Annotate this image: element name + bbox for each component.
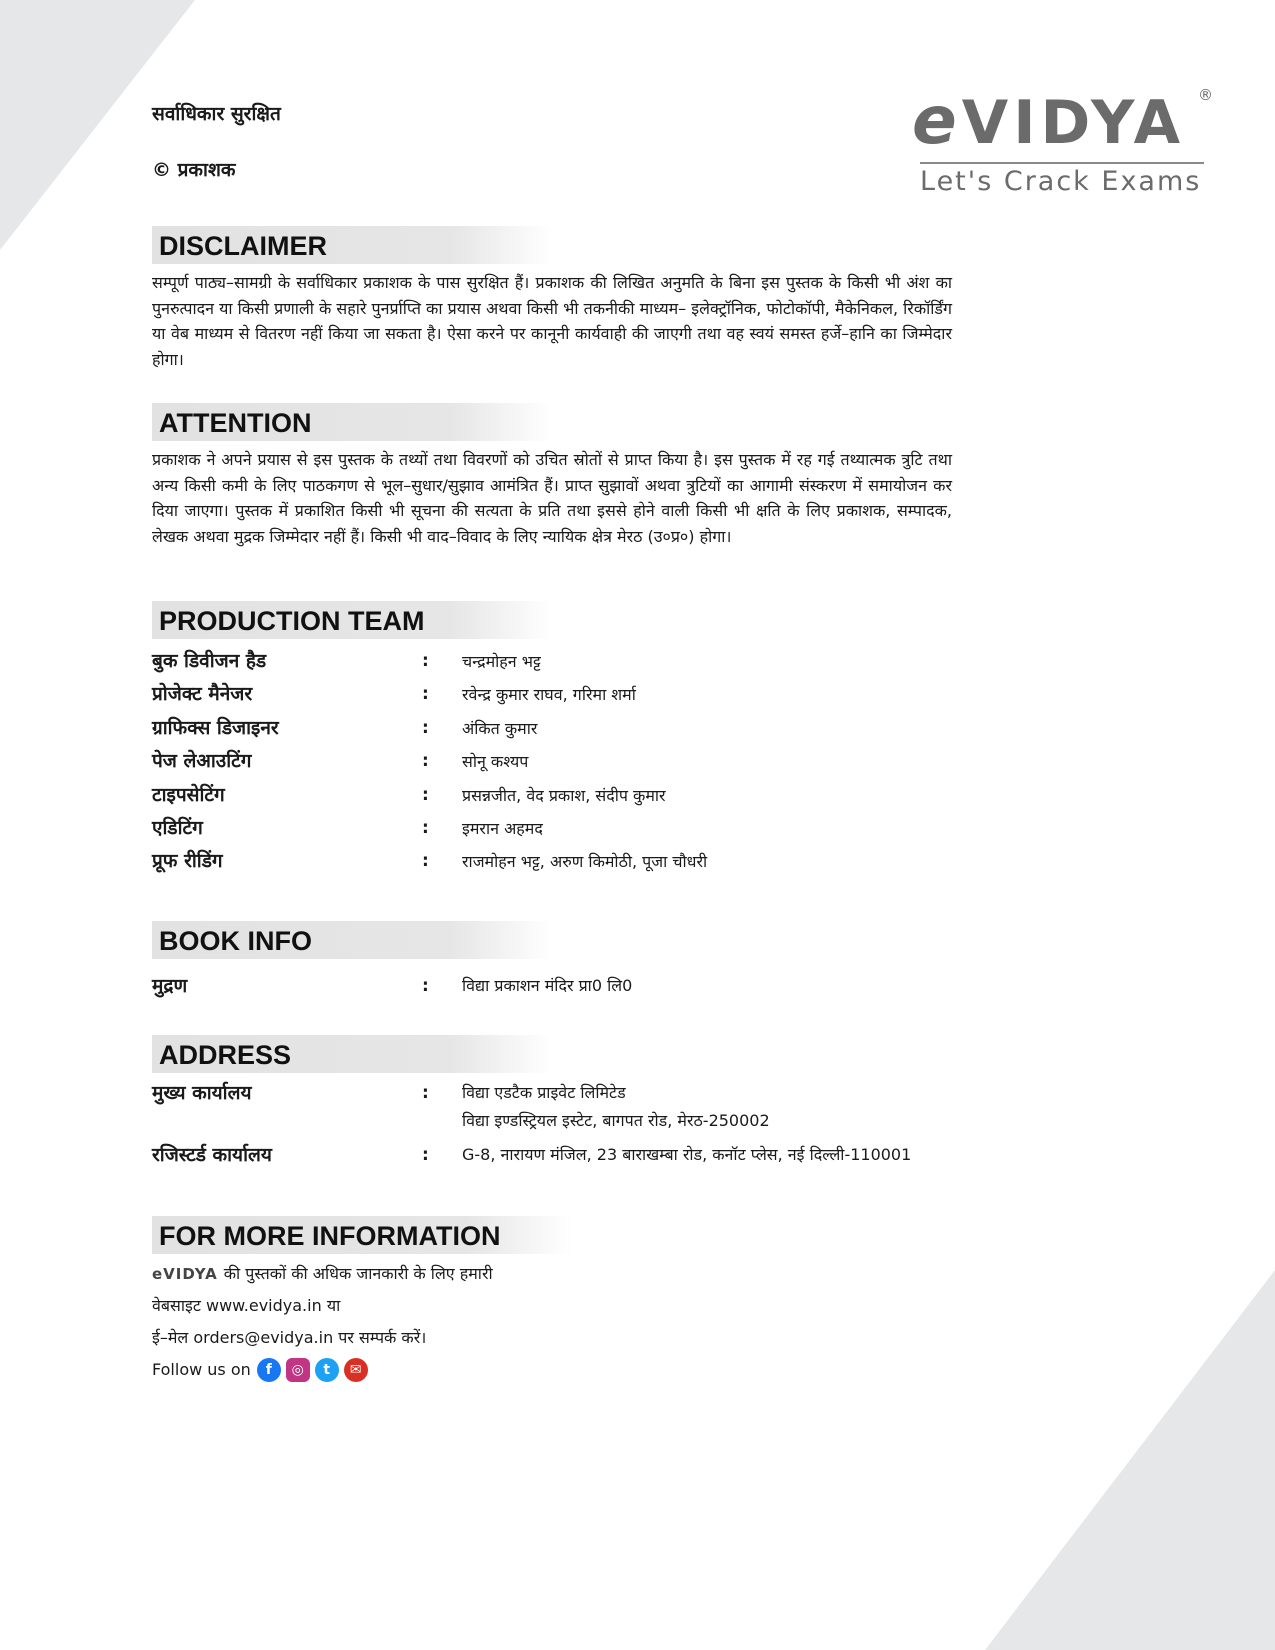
twitter-icon[interactable]: t: [315, 1358, 339, 1382]
more-info-line: [152, 1258, 1012, 1290]
attention-text: प्रकाशक ने अपने प्रयास से इस पुस्तक के तथ्यों तथा विवरणों को उचित स्रोतों से प्राप्त किया है। इस पुस्तक में रह गई तथ्यात्मक त्रुटि तथा अन्य किसी कमी के लिए पाठकगण से भूल–सुधार/सुझाव आमंत्रित हैं। प्राप्त सुझावों अथवा त्रुटियों का आगामी संस्करण में समायोजन कर दिया जाएगा। पुस्तक में प्रकाशित किसी भी सूचना की सत्यता के प्रति तथा इससे होने वाली किसी भी क्षति के लिए प्रकाशक, सम्पादक, लेखक अथवा मुद्रक जिम्मेदार नहीं हैं। किसी भी वाद–विवाद के लिए न्यायिक क्षेत्र मेरठ (उ०प्र०) होगा।: [152, 450, 952, 546]
website-line: [152, 1290, 1012, 1322]
team-names: रवेन्द्र कुमार राघव, गरिमा शर्मा: [462, 685, 636, 705]
head-office-address: [462, 1079, 770, 1135]
printing-value: विद्या प्रकाशन मंदिर प्रा0 लि0: [462, 976, 633, 995]
evidya-logo: [912, 82, 1217, 197]
mini-evidya-logo: eVIDYA: [152, 1265, 218, 1283]
registered-mark: ®: [1198, 86, 1213, 104]
team-row: [152, 645, 1012, 678]
team-names: प्रसन्नजीत, वेद प्रकाश, संदीप कुमार: [462, 785, 666, 805]
facebook-icon[interactable]: f: [257, 1358, 281, 1382]
team-names: अंकित कुमार: [462, 718, 538, 738]
attention-section: [152, 403, 1012, 549]
separator: :: [422, 651, 429, 671]
registered-office-label: रजिस्टर्ड कार्यालय: [152, 1144, 272, 1166]
separator: :: [422, 784, 429, 805]
book-info-section: [152, 921, 1012, 1003]
logo-brand-text: VIDYA: [961, 88, 1186, 158]
separator: :: [422, 817, 429, 838]
separator: :: [422, 717, 429, 738]
logo-wordmark: [912, 82, 1186, 159]
team-names: राजमोहन भट्ट, अरुण किमोठी, पूजा चौधरी: [462, 852, 708, 872]
registered-office-row: [152, 1141, 1012, 1169]
social-icons: [257, 1358, 368, 1382]
more-info-line3: ई–मेल orders@evidya.in पर सम्पर्क करें।: [152, 1328, 427, 1347]
registered-office-address: G-8, नारायण मंजिल, 23 बाराखम्बा रोड, कनॉट प्लेस, नई दिल्ली-110001: [462, 1145, 912, 1164]
book-info-heading: BOOK INFO: [152, 921, 552, 959]
disclaimer-heading: DISCLAIMER: [152, 226, 552, 264]
team-row: [152, 712, 1012, 745]
team-role: प्रोजेक्ट मैनेजर: [152, 683, 253, 706]
disclaimer-section: [152, 226, 1012, 372]
book-info-row: [152, 969, 1012, 1003]
copyright-block: [152, 100, 281, 182]
head-office-line2: विद्या इण्डस्ट्रियल इस्टेट, बागपत रोड, मेरठ-250002: [462, 1111, 770, 1130]
team-role: पेज लेआउटिंग: [152, 750, 252, 773]
head-office-line1: विद्या एडटैक प्राइवेट लिमिटेड: [462, 1083, 626, 1102]
team-names: चन्द्रमोहन भट्ट: [462, 652, 541, 671]
more-info-line2: वेबसाइट www.evidya.in या: [152, 1296, 341, 1315]
printing-label: मुद्रण: [152, 975, 188, 997]
more-info-body: [152, 1258, 1012, 1386]
email-icon[interactable]: ✉: [344, 1358, 368, 1382]
logo-tagline: Let's Crack Exams: [920, 166, 1202, 197]
separator: :: [422, 684, 429, 705]
team-role: बुक डिवीजन हैड: [152, 650, 267, 672]
publisher-copyright: © प्रकाशक: [152, 159, 236, 181]
production-team-heading: PRODUCTION TEAM: [152, 601, 552, 639]
team-row: [152, 678, 1012, 711]
more-info-section: [152, 1216, 1012, 1386]
rights-reserved: सर्वाधिकार सुरक्षित: [152, 103, 281, 125]
disclaimer-text: सम्पूर्ण पाठ्य–सामग्री के सर्वाधिकार प्रकाशक के पास सुरक्षित हैं। प्रकाशक की लिखित अनुमति के बिना इस पुस्तक के किसी भी अंश का पुनरुत्पादन या किसी प्रणाली के सहारे पुनर्प्राप्ति का प्रयास अथवा किसी भी तकनीकी माध्यम– इलेक्ट्रॉनिक, फोटोकॉपी, मैकेनिकल, रिकॉर्डिंग या वेब माध्यम से वितरण नहीं किया जा सकता है। ऐसा करने पर कानूनी कार्यवाही की जाएगी तथा वह स्वयं समस्त हर्जे–हानि का जिम्मेदार होगा।: [152, 273, 952, 369]
team-names: सोनू कश्यप: [462, 752, 529, 772]
instagram-icon[interactable]: ◎: [286, 1358, 310, 1382]
team-row: [152, 745, 1012, 778]
separator: :: [422, 751, 429, 772]
head-office-row: [152, 1079, 1012, 1135]
separator: :: [422, 1083, 429, 1103]
head-office-label: मुख्य कार्यालय: [152, 1082, 252, 1104]
team-names: इमरान अहमद: [462, 818, 543, 838]
separator: :: [422, 1145, 429, 1165]
production-team-section: [152, 601, 1012, 879]
separator: :: [422, 976, 429, 996]
separator: :: [422, 851, 429, 872]
team-row: [152, 812, 1012, 845]
attention-heading: ATTENTION: [152, 403, 552, 441]
email-line: [152, 1322, 1012, 1354]
team-row: [152, 845, 1012, 878]
team-role: प्रूफ रीडिंग: [152, 850, 223, 873]
address-heading: ADDRESS: [152, 1035, 552, 1073]
logo-e-mark: e: [912, 82, 962, 159]
corner-decoration-bottom-right: [985, 1270, 1275, 1650]
team-role: टाइपसेटिंग: [152, 783, 225, 806]
more-info-line1: की पुस्तकों की अधिक जानकारी के लिए हमारी: [223, 1264, 493, 1283]
team-role: ग्राफिक्स डिजाइनर: [152, 716, 279, 739]
address-section: [152, 1035, 1012, 1169]
more-info-heading: FOR MORE INFORMATION: [152, 1216, 572, 1254]
follow-us-label: Follow us on: [152, 1360, 251, 1379]
production-team-list: [152, 645, 1012, 879]
follow-line: [152, 1354, 1012, 1386]
team-role: एडिटिंग: [152, 816, 203, 839]
team-row: [152, 779, 1012, 812]
logo-divider: [920, 162, 1204, 164]
